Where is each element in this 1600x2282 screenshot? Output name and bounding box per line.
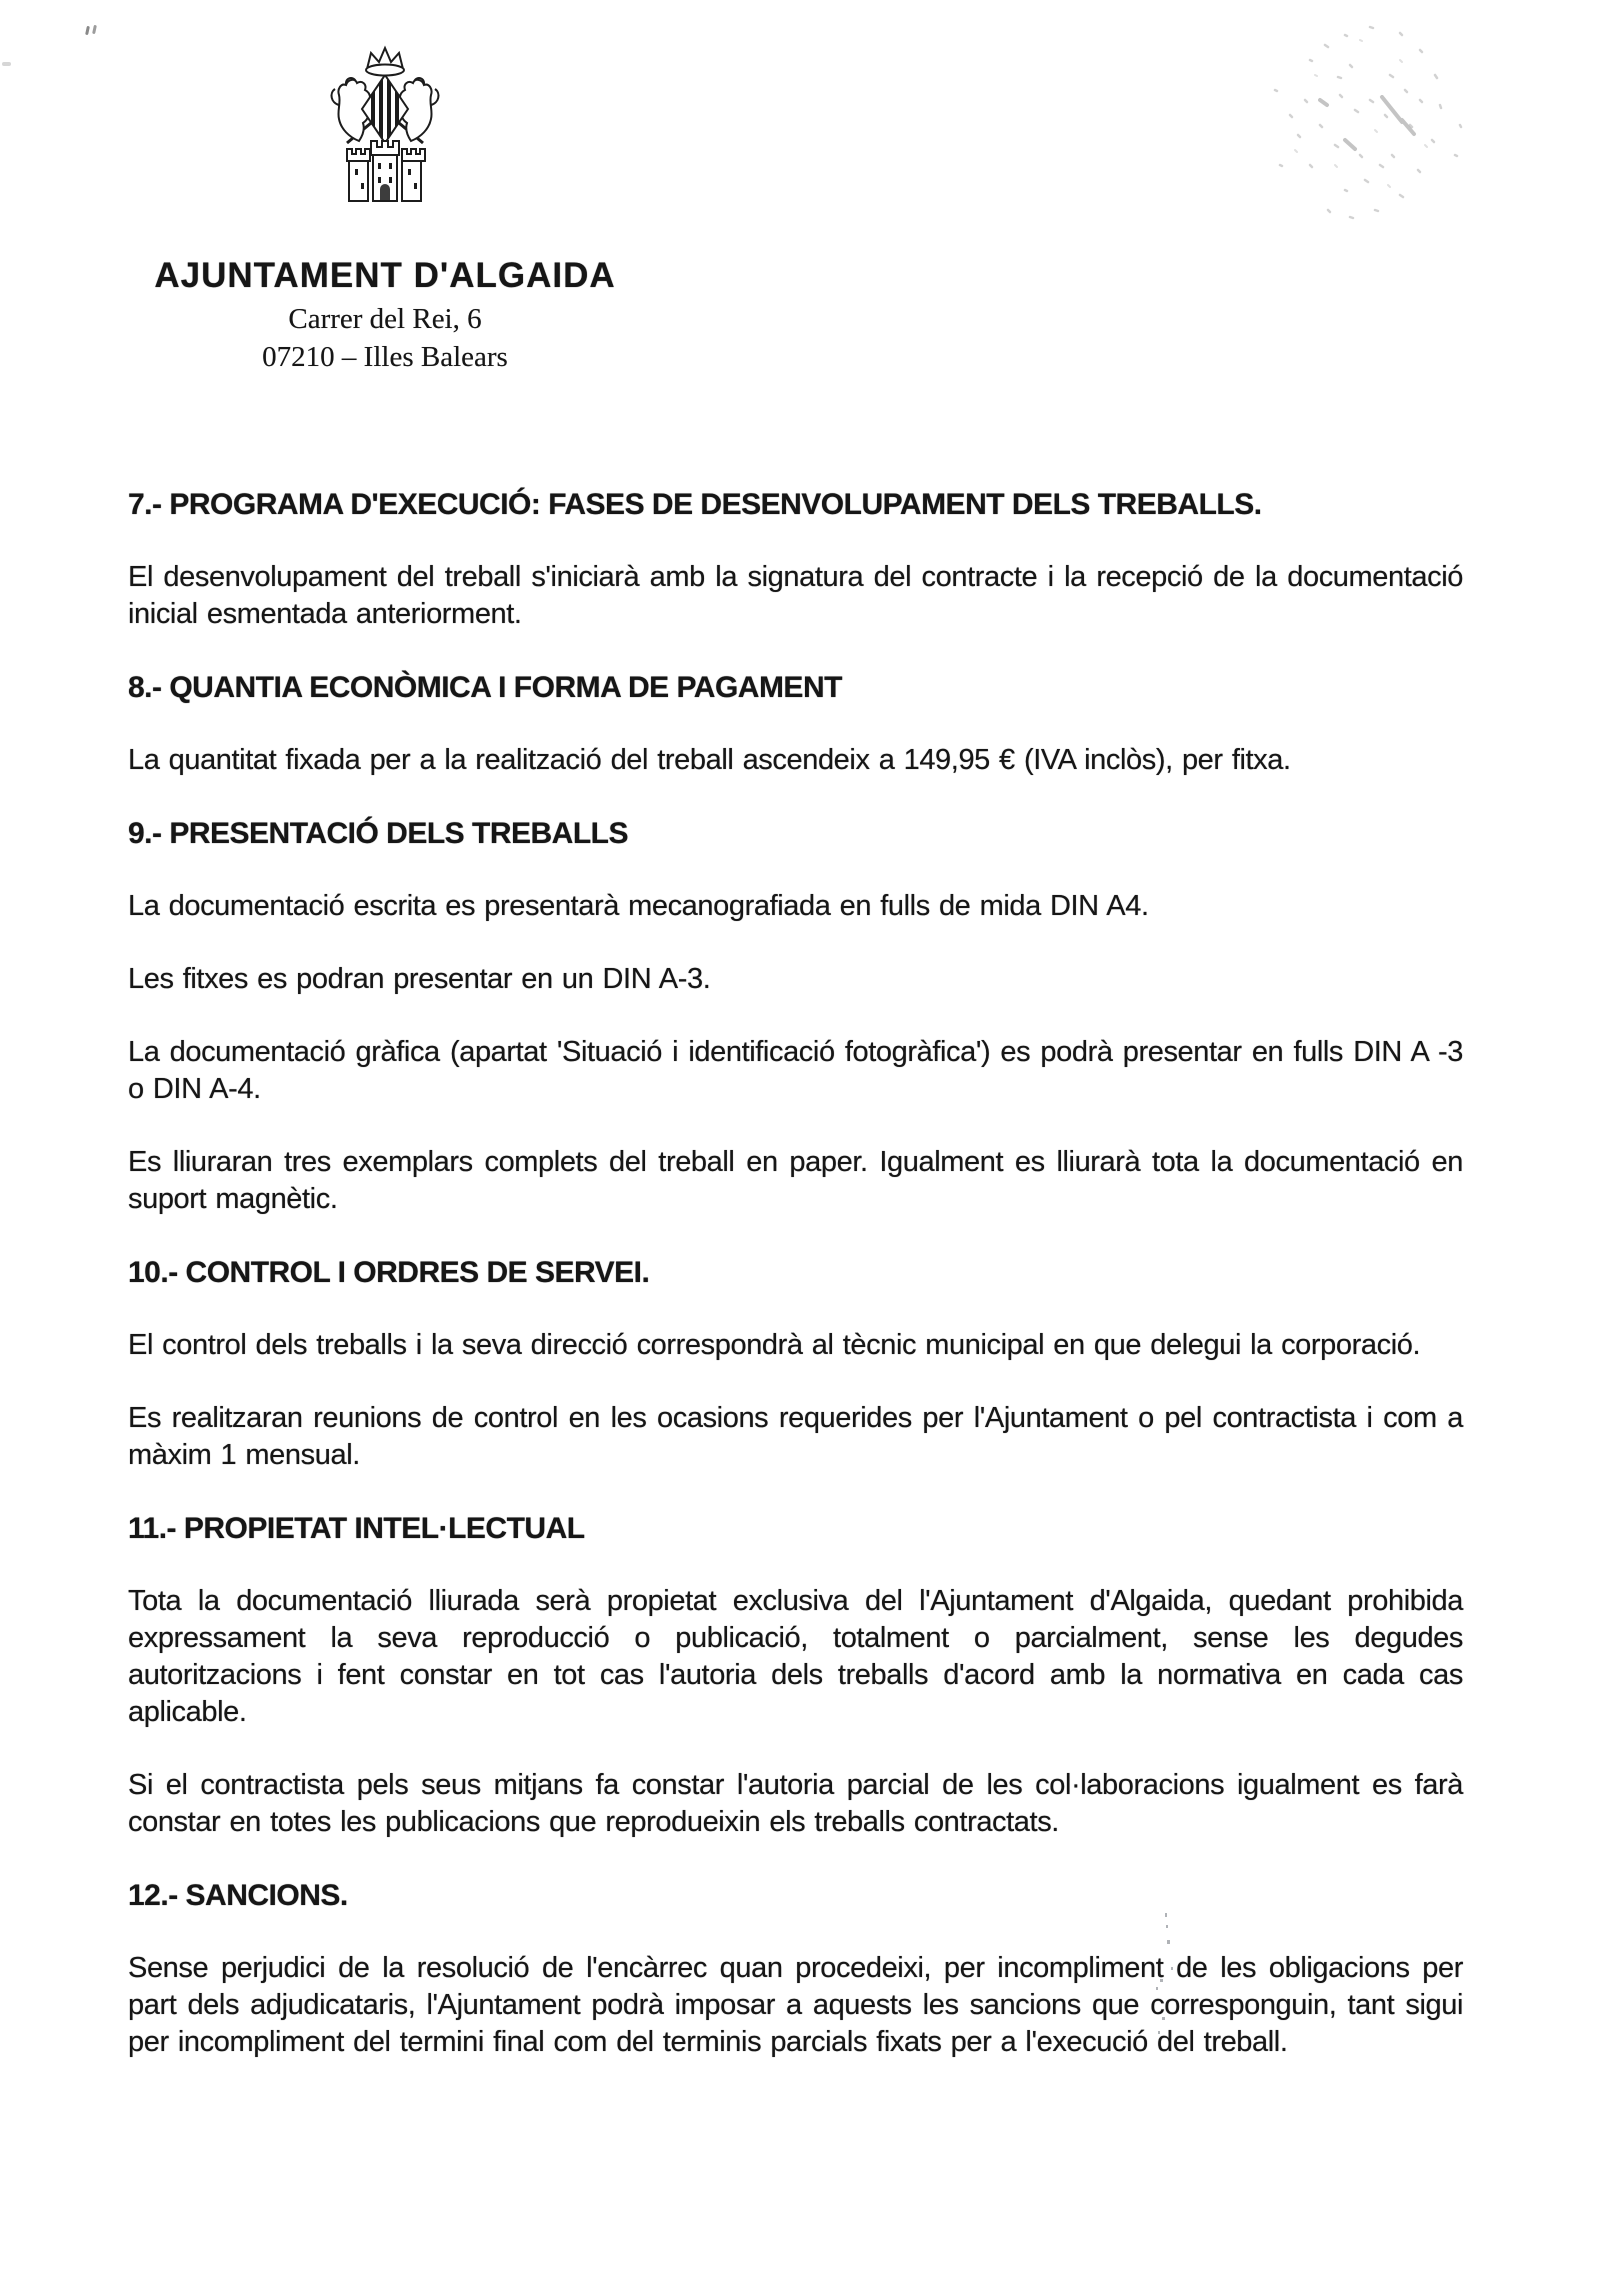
section-11 bbox=[128, 1510, 1463, 1841]
paragraph: El control dels treballs i la seva direcció correspondrà al tècnic municipal en que delegui la corporació. bbox=[128, 1329, 1421, 1361]
section-9 bbox=[128, 815, 1463, 1218]
paragraph: Si el contractista pels seus mitjans fa constar l'autoria parcial de les col·laboracions igualment es farà constar en totes les publicacions que reprodueixin els treballs contractats. bbox=[128, 1769, 1463, 1838]
section-heading: 11.- PROPIETAT INTEL·LECTUAL bbox=[128, 1512, 585, 1545]
paragraph: La quantitat fixada per a la realització del treball ascendeix a 149,95 € (IVA inclòs), per fitxa. bbox=[128, 744, 1291, 776]
section-heading: 9.- PRESENTACIÓ DELS TREBALLS bbox=[128, 817, 628, 850]
scan-speck bbox=[85, 26, 90, 35]
section-8 bbox=[128, 669, 1463, 779]
paragraph: Es lliuraran tres exemplars complets del treball en paper. Igualment es lliurarà tota la documentació en suport magnètic. bbox=[128, 1146, 1463, 1215]
scan-speck bbox=[92, 25, 97, 34]
section-7 bbox=[128, 486, 1463, 633]
paragraph: La documentació escrita es presentarà mecanografiada en fulls de mida DIN A4. bbox=[128, 890, 1149, 922]
coat-of-arms-logo bbox=[315, 45, 455, 205]
section-12 bbox=[128, 1877, 1463, 2061]
section-heading: 10.- CONTROL I ORDRES DE SERVEI. bbox=[128, 1256, 650, 1289]
faded-stamp-smudge bbox=[1250, 5, 1480, 275]
section-10 bbox=[128, 1254, 1463, 1474]
paragraph: Sense perjudici de la resolució de l'encàrrec quan procedeixi, per incompliment de les obligacions per part dels adjudicataris, l'Ajuntament podrà imposar a aquests les sancions que corresponguin, tant sigui per incompliment del termini final com del terminis parcials fixats per a l'execució del treball. bbox=[128, 1952, 1463, 2058]
section-heading: 7.- PROGRAMA D'EXECUCIÓ: FASES DE DESENVOLUPAMENT DELS TREBALLS. bbox=[128, 488, 1262, 521]
paragraph: Tota la documentació lliurada serà propietat exclusiva del l'Ajuntament d'Algaida, quedant prohibida expressament la seva reproducció o publicació, totalment o parcialment, sense les degudes autoritzacions i fent constar en tot cas l'autoria dels treballs d'acord amb la normativa en cada cas aplicable. bbox=[128, 1585, 1463, 1728]
section-heading: 12.- SANCIONS. bbox=[128, 1879, 348, 1912]
address-line-postal: 07210 – Illes Balears bbox=[262, 341, 508, 373]
document-body bbox=[128, 486, 1463, 2097]
address-line-street: Carrer del Rei, 6 bbox=[288, 303, 482, 335]
section-heading: 8.- QUANTIA ECONÒMICA I FORMA DE PAGAMENT bbox=[128, 671, 842, 704]
paragraph: Es realitzaran reunions de control en les ocasions requerides per l'Ajuntament o pel contractista i com a màxim 1 mensual. bbox=[128, 1402, 1463, 1471]
paragraph: La documentació gràfica (apartat 'Situació i identificació fotogràfica') es podrà presentar en fulls DIN A -3 o DIN A-4. bbox=[128, 1036, 1463, 1105]
paragraph: El desenvolupament del treball s'iniciarà amb la signatura del contracte i la recepció de la documentació inicial esmentada anteriorment. bbox=[128, 561, 1463, 630]
org-name: AJUNTAMENT D'ALGAIDA bbox=[154, 256, 616, 295]
scan-speck bbox=[2, 62, 11, 66]
paragraph: Les fitxes es podran presentar en un DIN A-3. bbox=[128, 963, 711, 995]
